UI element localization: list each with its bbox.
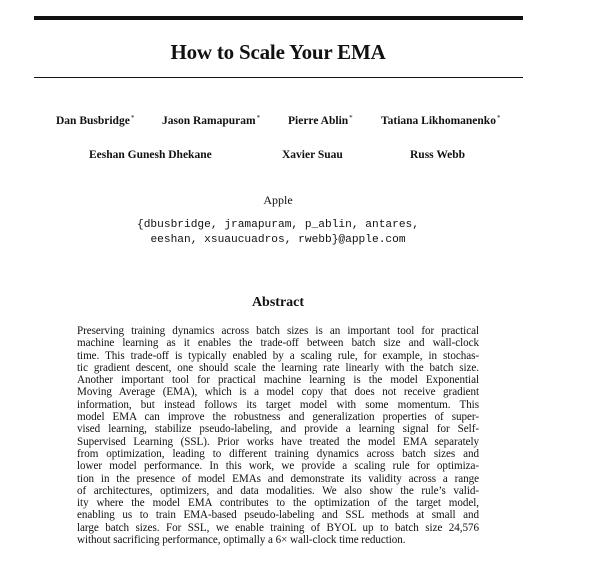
authors-row-1 (0, 114, 556, 130)
author-affiliation-mark: * (496, 114, 501, 122)
author-affiliation-mark: * (349, 114, 353, 122)
title-top-rule (34, 16, 523, 20)
author-name: Eeshan Gunesh Dhekane (89, 149, 212, 161)
author-affiliation-mark: * (130, 114, 135, 122)
abstract-line: tion in the presence of model EMAs and demonstrate its validity across a range (77, 472, 479, 485)
abstract-line: without sacrificing performance, optimally a 6× wall-clock time reduction. (77, 534, 406, 547)
author-name: Pierre Ablin* (288, 114, 353, 127)
abstract-line: enabling us to train EMA-based pseudo-labeling and SSL methods at small and (77, 509, 479, 522)
abstract-line: lower model performance. In this work, we provide a scaling rule for optimiza- (77, 460, 479, 473)
abstract-line: Another important tool for practical machine learning is the model Exponential (77, 374, 479, 387)
title-bottom-rule (34, 77, 523, 78)
abstract-line: model EMA can improve the robustness and generalization properties of super- (77, 411, 479, 424)
authors-row-2 (0, 149, 556, 165)
author-name: Russ Webb (410, 149, 466, 161)
abstract-line: tic gradient descent, one should scale the learning rate linearly with the batch size. (77, 361, 479, 374)
paper-title: How to Scale Your EMA (170, 40, 386, 64)
author-name: Tatiana Likhomanenko* (381, 114, 501, 127)
abstract-line: vised learning, stabilize pseudo-labeling, and provide a learning signal for Self- (77, 423, 479, 436)
abstract-line: from optimization, leading to different training dynamics across batch sizes and (77, 447, 479, 460)
author-name: Jason Ramapuram* (162, 114, 261, 127)
abstract-line: Moving Average (EMA), which is a model copy that does not receive gradient (77, 386, 479, 399)
abstract-line: ity where the model EMA contributes to the optimization of the target model, (77, 497, 479, 510)
abstract-body (77, 325, 479, 546)
abstract-line: machine learning as it enables the trade-off between batch size and wall-clock (77, 337, 479, 350)
email-line: {dbusbridge, jramapuram, p_ablin, antares, (137, 219, 419, 231)
abstract-line: Preserving training dynamics across batch sizes is an important tool for practical (77, 325, 479, 337)
abstract-line: time. This trade-off is typically enabled by a scaling rule, for example, in stochas- (77, 349, 479, 362)
author-emails (0, 218, 556, 247)
abstract-line: large batch sizes. For SSL, we enable training of BYOL up to batch size 24,576 (77, 521, 479, 534)
author-name: Xavier Suau (282, 149, 343, 161)
abstract-line: information, but instead follows its target model with some momentum. This (77, 398, 479, 411)
abstract-line: Supervised Learning (SSL). Prior works have treated the model EMA separately (77, 435, 479, 448)
abstract-line: of architectures, optimizers, and data modalities. We also show the rule’s valid- (77, 484, 479, 497)
affiliation: Apple (263, 193, 293, 207)
author-name: Dan Busbridge* (56, 114, 135, 127)
author-affiliation-mark: * (256, 114, 261, 122)
abstract-heading: Abstract (251, 295, 305, 310)
email-line: eeshan, xsuaucuadros, rwebb}@apple.com (150, 233, 406, 246)
